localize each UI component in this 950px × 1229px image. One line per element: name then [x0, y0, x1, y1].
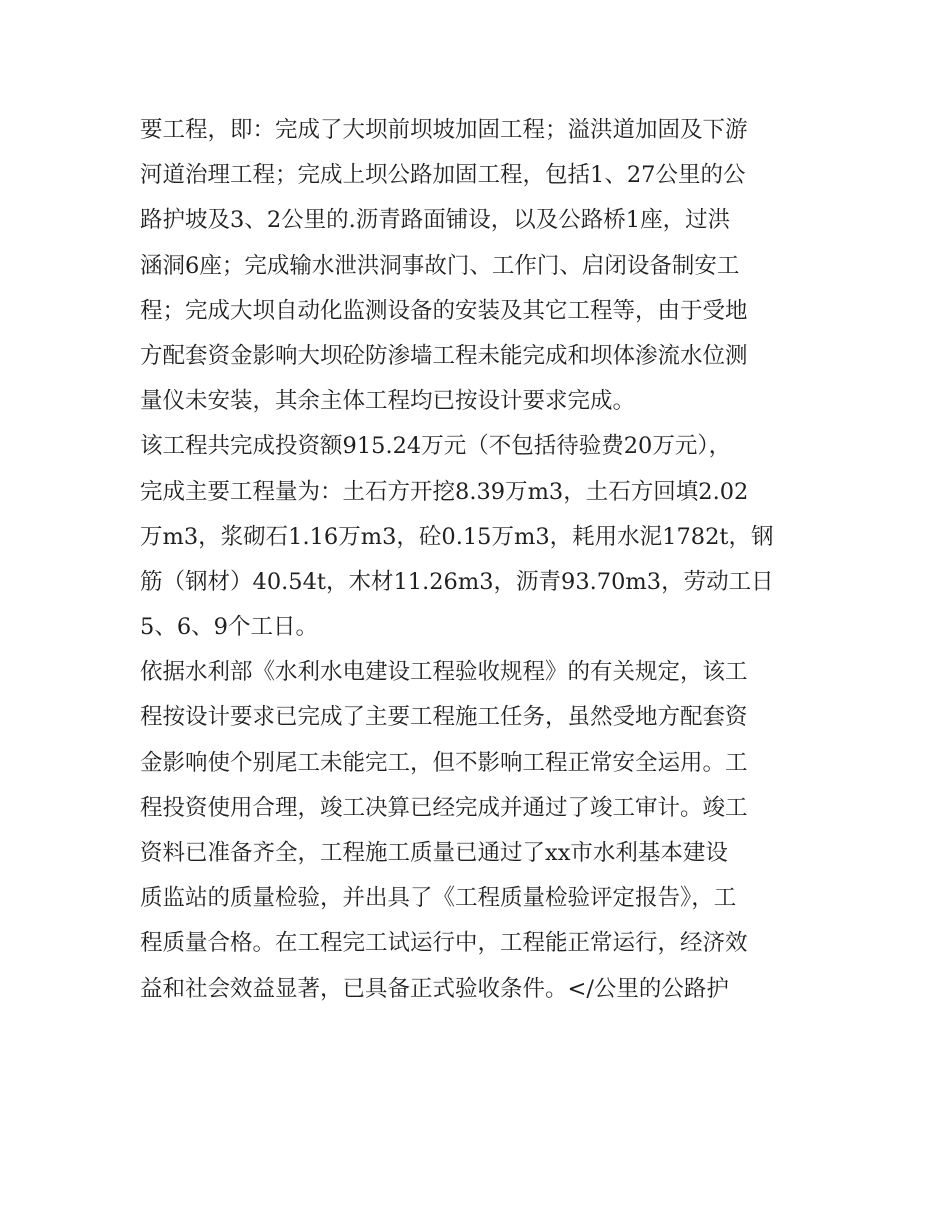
text-line: 万m3，浆砌石1.16万m3，砼0.15万m3，耗用水泥1782t，钢	[140, 523, 774, 550]
text-line: 质监站的质量检验，并出具了《工程质量检验评定报告》，工	[140, 885, 737, 912]
text-line: 方配套资金影响大坝砼防渗墙工程未能完成和坝体渗流水位测	[140, 342, 748, 369]
text-line: 路护坡及3、2公里的.沥青路面铺设，以及公路桥1座，过洪	[140, 207, 731, 234]
text-line: 该工程共完成投资额915.24万元（不包括待验费20万元），	[140, 433, 732, 460]
text-line: 程投资使用合理，竣工决算已经完成并通过了竣工审计。竣工	[140, 794, 748, 821]
text-line: 依据水利部《水利水电建设工程验收规程》的有关规定，该工	[140, 659, 748, 686]
text-line: 程；完成大坝自动化监测设备的安装及其它工程等，由于受地	[140, 297, 748, 324]
document-body	[140, 108, 820, 1012]
text-line: 完成主要工程量为：土石方开挖8.39万m3，土石方回填2.02	[140, 478, 749, 505]
text-line: 金影响使个别尾工未能完工，但不影响工程正常安全运用。工	[140, 749, 748, 776]
text-line: 量仪未安装，其余主体工程均已按设计要求完成。	[140, 388, 636, 415]
text-line: 程按设计要求已完成了主要工程施工任务，虽然受地方配套资	[140, 704, 748, 731]
text-line: 资料已准备齐全，工程施工质量已通过了xx市水利基本建设	[140, 840, 728, 866]
text-line: 河道治理工程；完成上坝公路加固工程，包括1、27公里的公	[140, 162, 746, 189]
text-line: 筋（钢材）40.54t，木材11.26m3，沥青93.70m3，劳动工日	[140, 568, 774, 595]
text-line: 程质量合格。在工程完工试运行中，工程能正常运行，经济效	[140, 930, 748, 957]
text-line: 益和社会效益显著，已具备正式验收条件。</公里的公路护	[140, 975, 729, 1002]
text-line: 5、6、9个工日。	[140, 614, 318, 641]
text-line: 涵洞6座；完成输水泄洪洞事故门、工作门、启闭设备制安工	[140, 252, 740, 279]
text-line: 要工程，即：完成了大坝前坝坡加固工程；溢洪道加固及下游	[140, 117, 748, 143]
